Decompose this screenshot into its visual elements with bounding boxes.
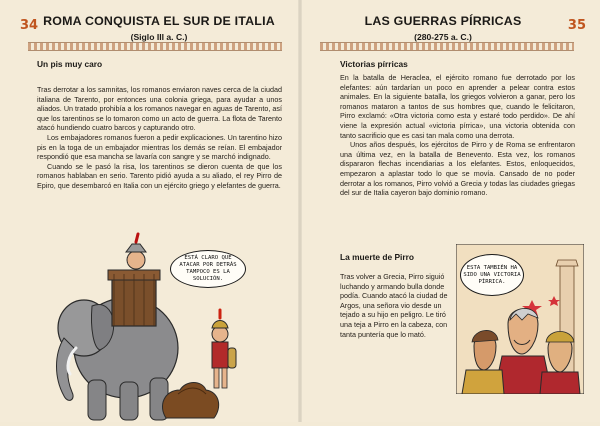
right-speech-bubble [460, 254, 524, 296]
right-illustration [456, 244, 584, 394]
left-section-heading: Un pis muy caro [37, 59, 103, 69]
right-section-2-paragraph: Tras volver a Grecia, Pirro siguió luchando y armando bulla donde podía. Cuando atacó la ciudad de Argos, una señora vio desde un tejado a su hijo en peligro. Le tiró una teja a Pirro en la cabeza, con tanta puntería que lo mató. [340, 272, 448, 339]
left-paragraph-2: Los embajadores romanos fueron a pedir explicaciones. Un tarentino hizo pis en la toga de un embajador mientras los demás se reían. El embajador respondió que esa mancha se lavaría con sangre y se marchó indignado. [37, 132, 282, 162]
left-subtitle: (Siglo III a. C.) [130, 32, 188, 42]
right-title: LAS GUERRAS PÍRRICAS [364, 14, 522, 28]
right-speech-text: ESTA TAMBIÉN HA SIDO UNA VICTORIA PÍRRICA. [463, 264, 521, 285]
left-decorative-rule [28, 42, 282, 51]
right-section-2-heading: La muerte de Pirro [340, 252, 415, 262]
right-section-1-paragraph-2: Unos años después, los ejércitos de Pirro y de Roma se enfrentaron una última vez, en la batalla de Benevento. Esta vez, los romanos dispararon flechas incendiarias a los elefantes. Estos, enloquecidos, empezaron a aplastar todo lo que se movía. Cansado de no poder derrotar a los romanos, Pirro volvió a Grecia y todas las ciudades griegas del sur de Italia cayeron bajo dominio romano. [340, 140, 575, 198]
right-page-number: 35 [567, 18, 586, 33]
book-gutter [298, 0, 302, 422]
left-speech-text: ESTÁ CLARO QUE ATACAR POR DETRÁS TAMPOCO ES LA SOLUCIÓN. [179, 255, 237, 282]
right-decorative-rule [320, 42, 574, 51]
right-section-1-heading: Victorias pírricas [340, 59, 408, 69]
left-illustration [48, 230, 238, 422]
left-title: ROMA CONQUISTA EL SUR DE ITALIA [43, 14, 275, 28]
right-section-1-paragraph-1: En la batalla de Heraclea, el ejército romano fue derrotado por los elefantes: aún tardarían un poco en aprender a pelear contra estos animales. En la siguiente batalla, los griegos volvieron a ganar, pero los romanos mataron a tantos de sus hombres que, cuando le felicitaron, Pirro exclamó: «Otra victoria como esta y estaré todo perdido». De ahí viene la expresión actual «victoria pírrica», una victoria obtenida con tanto sacrificio que es casi tan mala como una derrota. [340, 73, 575, 140]
left-paragraph-1: Tras derrotar a los samnitas, los romanos enviaron naves cerca de la ciudad italiana de Tarento, por entonces una colonia griega, para ayudar a unos aliados. Un tratado prohibía a los romanos navegar en aguas de Tarento, así que los tarentinos se lo tomaron como un acto de guerra. La flota de Tarento atacó hundiendo cuatro barcos y capturando otro. [37, 85, 282, 133]
right-subtitle: (280-275 a. C.) [414, 32, 472, 42]
left-page-number: 34 [20, 18, 39, 33]
right-section-1-text [340, 73, 575, 198]
right-section-2-text [340, 272, 450, 339]
left-paragraph-3: Cuando se le pasó la risa, los tarentinos se dieron cuenta de que los romanos hablaban en serio. Tarento pidió ayuda a su aliado, el rey Pirro de Epiro, que desembarcó en Italia con un ejército griego y elefantes de guerra. [37, 161, 282, 190]
left-speech-bubble [170, 250, 246, 288]
left-body-text [37, 85, 282, 191]
